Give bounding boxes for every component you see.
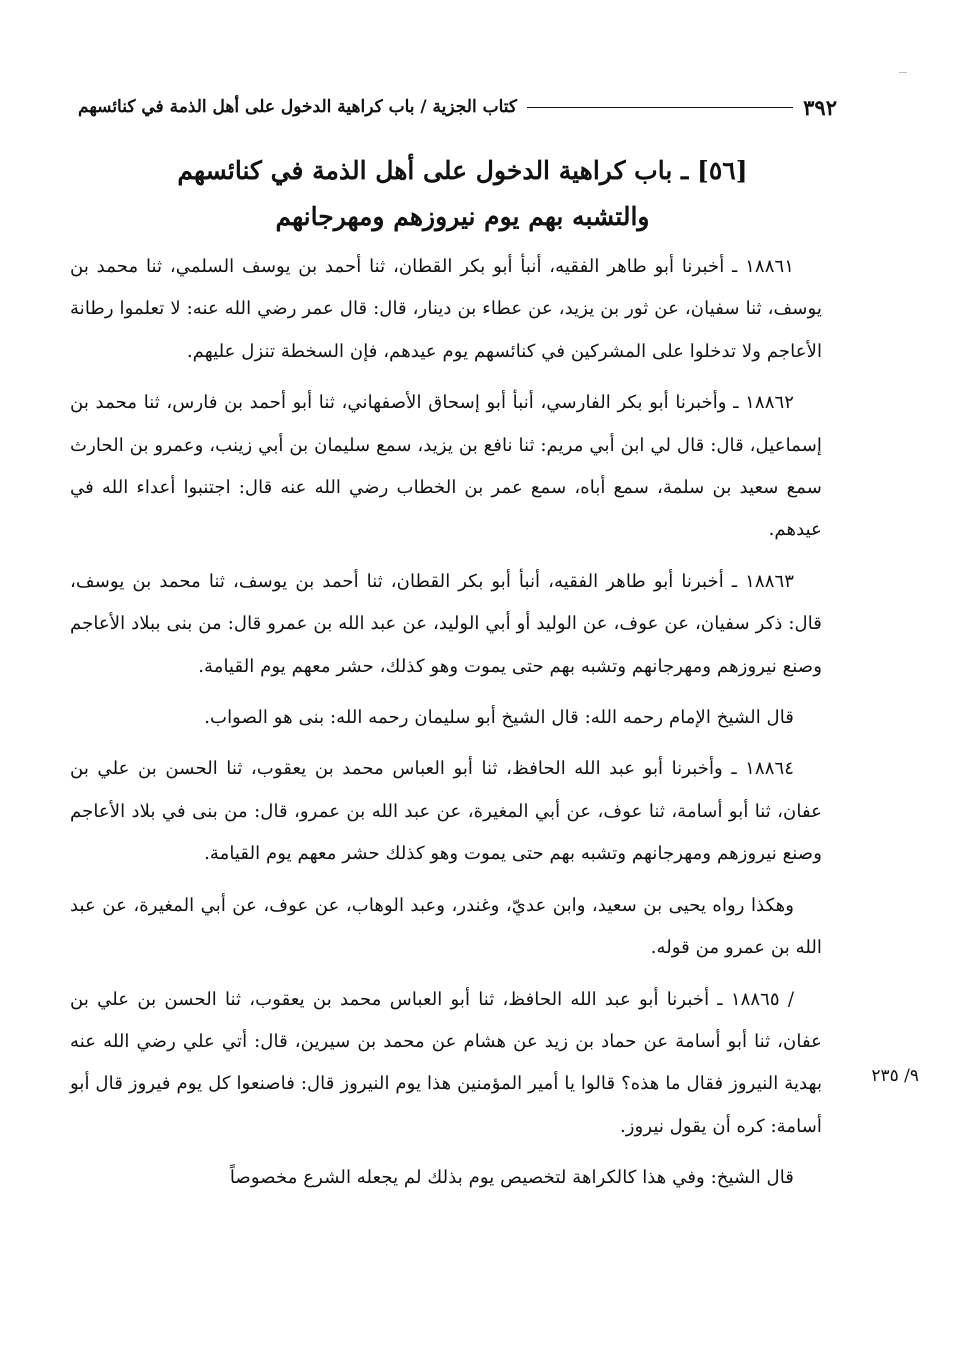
paragraph-18863: ١٨٨٦٣ ـ أخبرنا أبو طاهر الفقيه، أنبأ أبو بكر القطان، ثنا أحمد بن يوسف، ثنا محمد بن يوسف، قال: ذكر سفيان، عن عوف، عن الوليد أو أبي الوليد، عن عبد الله بن عمرو قال: من بنى ببلاد الأعاجم وصنع نيروزهم ومهرجانهم وتشبه بهم حتى يموت وهو كذلك، حشر معهم يوم القيامة. [70, 570, 822, 677]
page-header [78, 90, 837, 124]
paragraph-18862: ١٨٨٦٢ ـ وأخبرنا أبو بكر الفارسي، أنبأ أبو إسحاق الأصفهاني، ثنا أبو أحمد بن فارس، ثنا محمد بن إسماعيل، قال: قال لي ابن أبي مريم: ثنا نافع بن يزيد، سمع سليمان بن أبي زينب، وعمرو بن الحارث سمع سعيد بن سلمة، سمع أباه، سمع عمر بن الخطاب رضي الله عنه قال: اجتنبوا أعداء الله في عيدهم. [70, 392, 822, 541]
chapter-title-line-1: [٥٦] ـ باب كراهية الدخول على أهل الذمة في كنائسهم [177, 156, 748, 185]
paragraph-18865: / ١٨٨٦٥ ـ أخبرنا أبو عبد الله الحافظ، ثنا أبو العباس محمد بن يعقوب، ثنا الحسن بن علي بن عفان، ثنا أبو أسامة عن حماد بن زيد عن هشام عن محمد بن سيرين، قال: أتي علي رضي الله عنه بهدية النيروز فقال ما هذه؟ قالوا يا أمير المؤمنين هذا يوم النيروز قال: فاصنعوا كل يوم فيروز قال أبو أسامة: كره أن يقول نيروز. [70, 988, 822, 1137]
chapter-title-line-2: والتشبه بهم يوم نيروزهم ومهرجانهم [275, 202, 650, 231]
page-number: ٣٩٢ [803, 94, 837, 120]
header-rule [527, 107, 793, 108]
body-text [70, 246, 822, 1209]
margin-note: ٩/ ٢٣٥ [871, 1066, 919, 1086]
paragraph-commentary-1: قال الشيخ الإمام رحمه الله: قال الشيخ أبو سليمان رحمه الله: بنى هو الصواب. [204, 707, 794, 729]
paragraph-18861: ١٨٨٦١ ـ أخبرنا أبو طاهر الفقيه، أنبأ أبو بكر القطان، ثنا أحمد بن يوسف السلمي، ثنا محمد بن يوسف، ثنا سفيان، عن ثور بن يزيد، عن عطاء بن دينار، قال: قال عمر رضي الله عنه: لا تعلموا رطانة الأعاجم ولا تدخلوا على المشركين في كنائسهم يوم عيدهم، فإن السخطة تنزل عليهم. [70, 256, 822, 362]
corner-mark [899, 72, 907, 73]
paragraph-commentary-2: وهكذا رواه يحيى بن سعيد، وابن عديّ، وغندر، وعبد الوهاب، عن عوف، عن أبي المغيرة، عن عبد الله بن عمرو من قوله. [70, 894, 822, 959]
chapter-title [90, 148, 835, 240]
paragraph-18864: ١٨٨٦٤ ـ وأخبرنا أبو عبد الله الحافظ، ثنا أبو العباس محمد بن يعقوب، ثنا الحسن بن علي بن عفان، ثنا أبو أسامة، ثنا عوف، عن أبي المغيرة، عن عبد الله بن عمرو، قال: من بنى في بلاد الأعاجم وصنع نيروزهم ومهرجانهم وتشبه بهم حتى يموت وهو كذلك حشر معهم يوم القيامة. [70, 758, 822, 865]
paragraph-commentary-3: قال الشيخ: وفي هذا كالكراهة لتخصيص يوم بذلك لم يجعله الشرع مخصوصاً [229, 1167, 794, 1189]
running-title: كتاب الجزية / باب كراهية الدخول على أهل الذمة في كنائسهم [78, 97, 517, 117]
